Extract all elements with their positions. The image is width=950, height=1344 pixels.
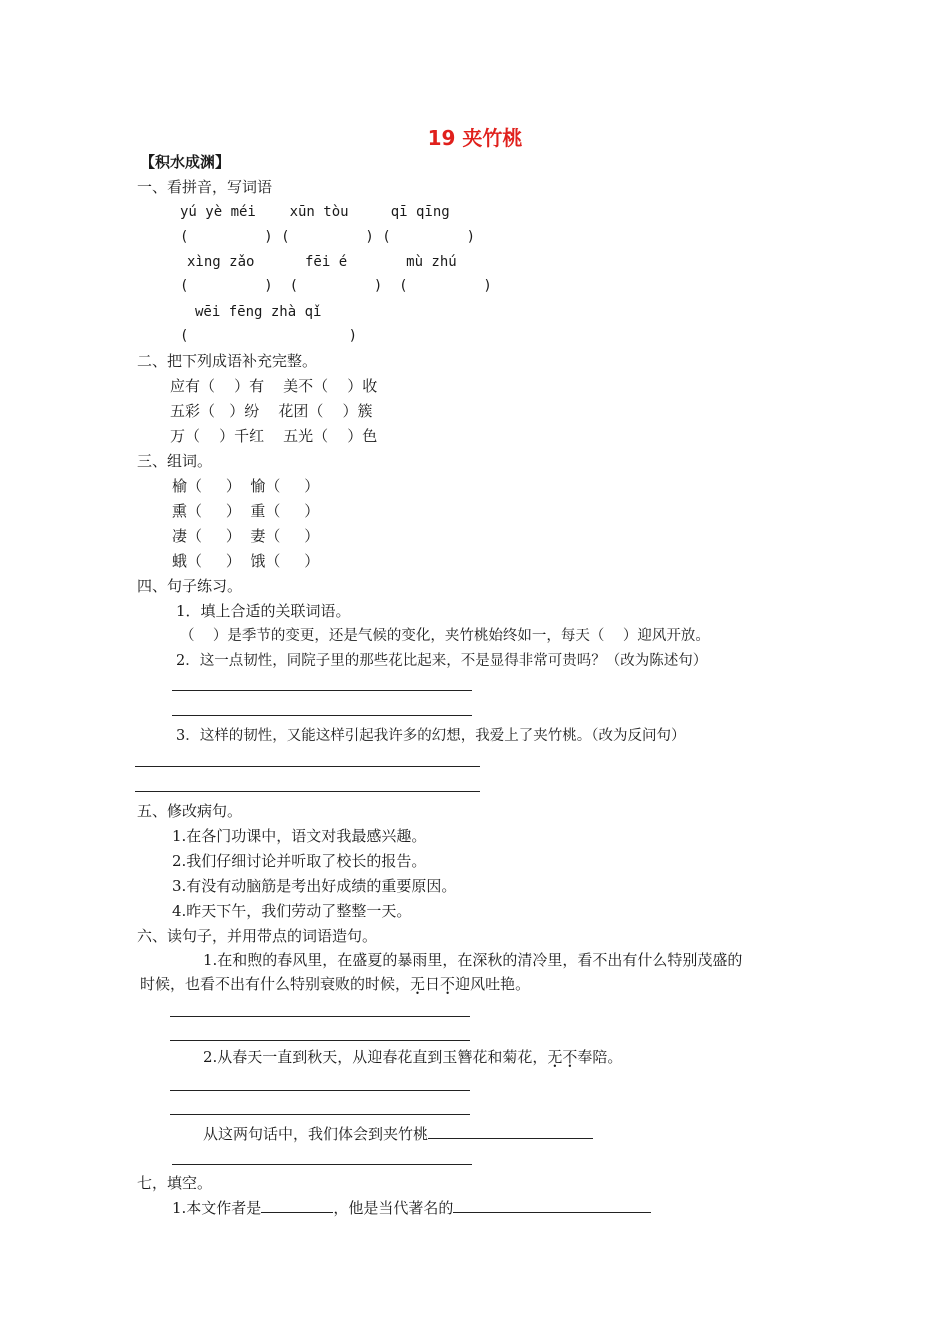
s3-row-2: 熏（ ） 重（ ） <box>172 502 320 520</box>
s4-q1: 1．填上合适的关联词语。 <box>176 602 351 620</box>
s5-heading: 五、修改病句。 <box>137 802 243 820</box>
s6-q1-text: 时候，也看不出有什么特别衰败的时候， <box>140 975 411 993</box>
s6-q2-text: 奉陪。 <box>577 1048 623 1066</box>
dotted-character: 无 <box>547 1048 563 1066</box>
s5-item: 1.在各门功课中，语文对我最感兴趣。 <box>172 827 427 845</box>
s3-row-1: 榆（ ） 愉（ ） <box>172 477 320 495</box>
s1-brackets-row-1: ( ) ( ) ( ) <box>180 229 476 245</box>
answer-line[interactable] <box>170 1114 470 1115</box>
s3-row-4: 蛾（ ） 饿（ ） <box>172 552 320 570</box>
s3-row-3: 凄（ ） 妻（ ） <box>172 527 320 545</box>
dotted-character: 无 <box>410 975 426 993</box>
s4-q3: 3．这样的韧性，又能这样引起我许多的幻想，我爱上了夹竹桃。（改为反问句） <box>176 728 686 744</box>
s7-heading: 七，填空。 <box>137 1174 213 1192</box>
answer-line[interactable] <box>172 715 472 716</box>
s6-summary <box>203 1124 593 1144</box>
s5-item: 2.我们仔细讨论并听取了校长的报告。 <box>172 852 427 870</box>
answer-line[interactable] <box>170 1090 470 1091</box>
s6-q1-text: 日 <box>425 975 441 993</box>
s1-heading: 一、看拼音，写词语 <box>137 178 273 196</box>
s1-pinyin-row-3: wēi fēng zhà qǐ <box>195 304 322 320</box>
section-header: 【积水成渊】 <box>140 153 231 171</box>
page-title: 19 夹竹桃 <box>427 126 523 150</box>
s6-heading: 六、读句子，并用带点的词语造句。 <box>137 927 378 945</box>
answer-line[interactable] <box>172 1164 472 1165</box>
s1-pinyin-row-1: yú yè méi xūn tòu qī qīng <box>180 204 450 220</box>
s4-q1-sentence: （ ）是季节的变更，还是气候的变化，夹竹桃始终如一，每天（ ）迎风开放。 <box>180 628 710 644</box>
s5-item: 4.昨天下午，我们劳动了整整一天。 <box>172 902 412 920</box>
dotted-character: 不 <box>440 975 456 993</box>
s1-brackets-row-2: ( ) ( ) ( ) <box>180 278 492 294</box>
answer-line[interactable] <box>170 1016 470 1017</box>
fill-blank[interactable] <box>453 1198 651 1213</box>
s2-row-3: 万（ ）千红 五光（ ）色 <box>170 427 378 445</box>
s6-q2-text: 2.从春天一直到秋天，从迎春花直到玉簪花和菊花， <box>203 1048 548 1066</box>
s4-q2: 2．这一点韧性，同院子里的那些花比起来，不是显得非常可贵吗？（改为陈述句） <box>176 653 708 669</box>
s1-pinyin-row-2: xìng zǎo fēi é mù zhú <box>187 254 457 270</box>
dotted-character: 不 <box>562 1048 578 1066</box>
s6-q1-line-1: 1.在和煦的春风里，在盛夏的暴雨里，在深秋的清冷里，看不出有什么特别茂盛的 <box>203 951 743 969</box>
answer-line[interactable] <box>170 1040 470 1041</box>
answer-line[interactable] <box>172 690 472 691</box>
s4-heading: 四、句子练习。 <box>137 577 243 595</box>
s2-row-1: 应有（ ）有 美不（ ）收 <box>170 377 378 395</box>
s6-q1-line-2 <box>140 974 530 994</box>
s5-item: 3.有没有动脑筋是考出好成绩的重要原因。 <box>172 877 457 895</box>
s2-row-2: 五彩（ ）纷 花团（ ）簇 <box>170 402 373 420</box>
s2-heading: 二、把下列成语补充完整。 <box>137 352 318 370</box>
s7-q1-text: ，他是当代著名的 <box>333 1199 454 1217</box>
s6-q1-text: 迎风吐艳。 <box>455 975 531 993</box>
s3-heading: 三、组词。 <box>137 452 213 470</box>
answer-line[interactable] <box>135 791 480 792</box>
fill-blank[interactable] <box>261 1198 333 1213</box>
s6-summary-text: 从这两句话中，我们体会到夹竹桃 <box>203 1125 429 1143</box>
answer-line[interactable] <box>135 766 480 767</box>
s6-q2 <box>203 1047 622 1067</box>
s7-q1 <box>172 1198 651 1218</box>
s1-brackets-row-3: ( ) <box>180 328 358 344</box>
s7-q1-text: 1.本文作者是 <box>172 1199 262 1217</box>
fill-blank[interactable] <box>428 1124 593 1139</box>
